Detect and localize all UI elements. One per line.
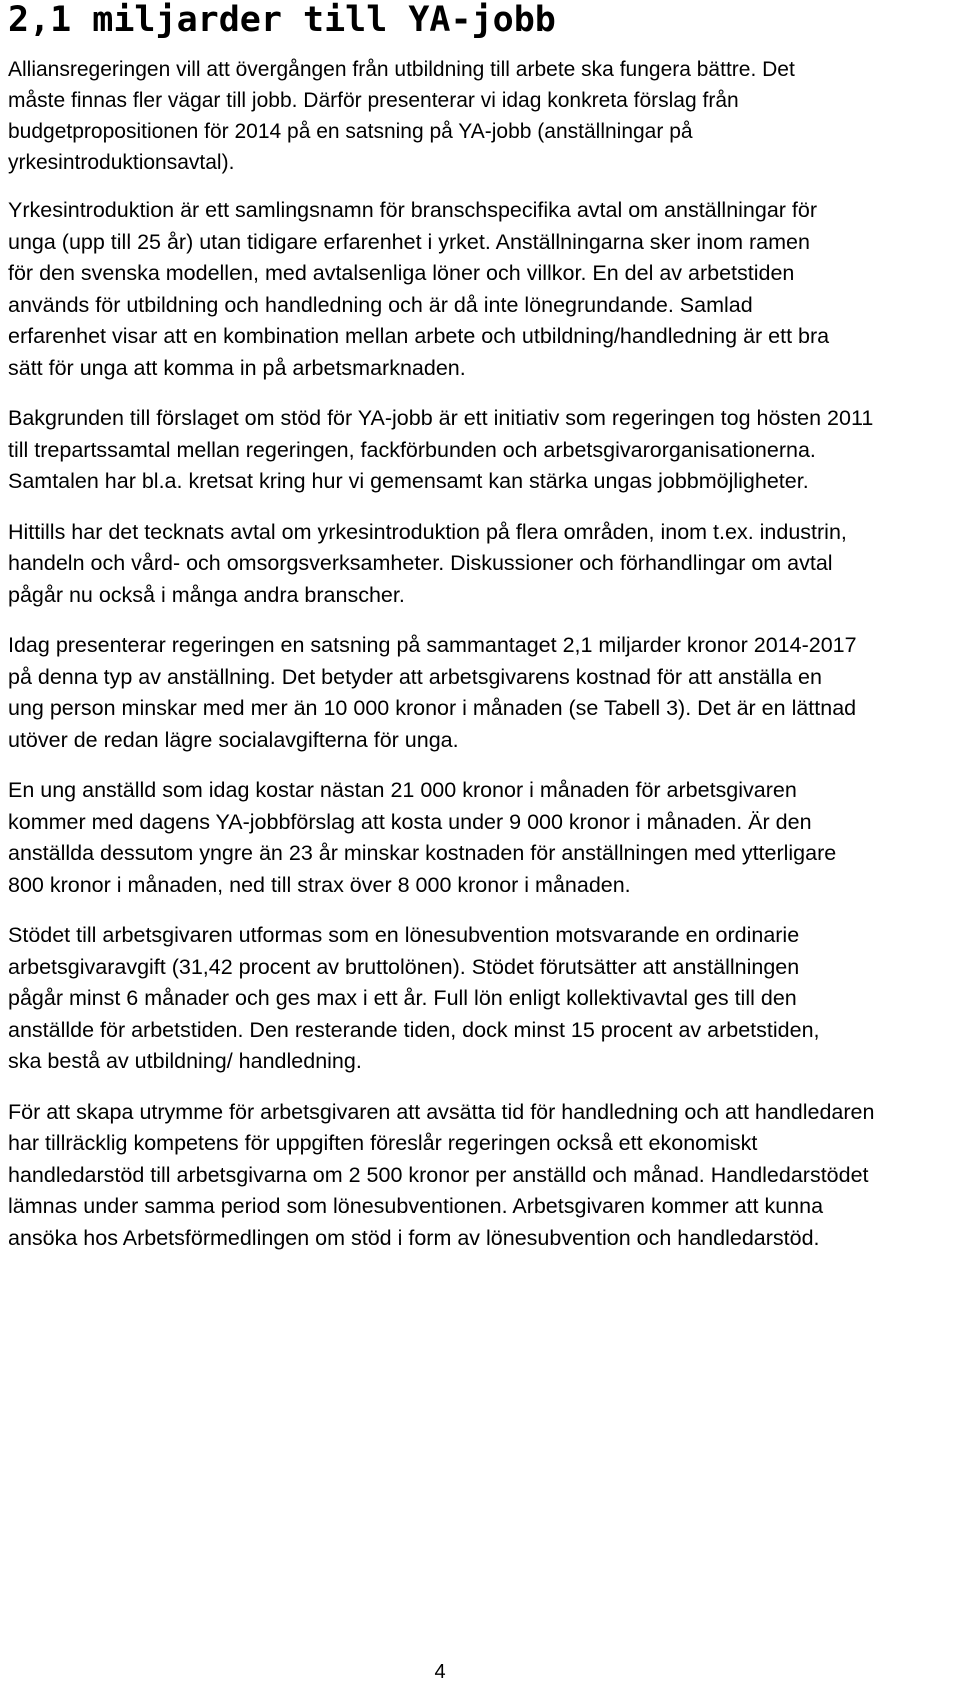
page-title: 2,1 miljarder till YA-jobb: [8, 0, 556, 40]
paragraph: Bakgrunden till förslaget om stöd för YA-jobb är ett initiativ som regeringen tog hösten 2011 till trepartssamtal mellan regeringen, fackförbunden och arbetsgivarorganisationerna. Samtalen har bl.a. kretsat kring hur vi gemensamt kan stärka ungas jobbmöjligheter.: [8, 406, 874, 493]
document-page: [8, 0, 948, 1254]
page-number: 4: [434, 1661, 446, 1683]
paragraph: En ung anställd som idag kostar nästan 21 000 kronor i månaden för arbetsgivaren kommer med dagens YA-jobbförslag att kosta under 9 000 kronor i månaden. Är den anställda dessutom yngre än 23 år minskar kostnaden för anställningen med ytterligare 800 kronor i månaden, ned till strax över 8 000 kronor i månaden.: [8, 778, 837, 897]
paragraph: Yrkesintroduktion är ett samlingsnamn för branschspecifika avtal om anställningar för unga (upp till 25 år) utan tidigare erfarenhet i yrket. Anställningarna sker inom ramen för den svenska modellen, med avtalsenliga löner och villkor. En del av arbetstiden används för utbildning och handledning och är då inte lönegrundande. Samlad erfarenhet visar att en kombination mellan arbete och utbildning/handledning är ett bra sätt för unga att komma in på arbetsmarknaden.: [8, 198, 830, 380]
intro-paragraph: Alliansregeringen vill att övergången från utbildning till arbete ska fungera bättre. Det måste finnas fler vägar till jobb. Därför presenterar vi idag konkreta förslag från budgetpropositionen för 2014 på en satsning på YA-jobb (anställningar på yrkesintroduktionsavtal).: [8, 58, 795, 174]
paragraph: Idag presenterar regeringen en satsning på sammantaget 2,1 miljarder kronor 2014-2017 på denna typ av anställning. Det betyder att arbetsgivarens kostnad för att anställa en ung person minskar med mer än 10 000 kronor i månaden (se Tabell 3). Det är en lättnad utöver de redan lägre socialavgifterna för unga.: [8, 633, 857, 752]
paragraph: För att skapa utrymme för arbetsgivaren att avsätta tid för handledning och att handledaren har tillräcklig kompetens för uppgiften föreslår regeringen också ett ekonomiskt handledarstöd till arbetsgivarna om 2 500 kronor per anställd och månad. Handledarstödet lämnas under samma period som lönesubventionen. Arbetsgivaren kommer att kunna ansöka hos Arbetsförmedlingen om stöd i form av lönesubvention och handledarstöd.: [8, 1099, 875, 1250]
body-text: [8, 195, 948, 1254]
paragraph: Hittills har det tecknats avtal om yrkesintroduktion på flera områden, inom t.ex. industrin, handeln och vård- och omsorgsverksamheter. Diskussioner och förhandlingar om avtal pågår nu också i många andra branscher.: [8, 519, 847, 607]
paragraph: Stödet till arbetsgivaren utformas som en lönesubvention motsvarande en ordinarie arbetsgivaravgift (31,42 procent av bruttolönen). Stödet förutsätter att anställningen pågår minst 6 månader och ges max i ett år. Full lön enligt kollektivavtal ges till den anställde för arbetstiden. Den resterande tiden, dock minst 15 procent av arbetstiden, ska bestå av utbildning/ handledning.: [8, 923, 820, 1073]
